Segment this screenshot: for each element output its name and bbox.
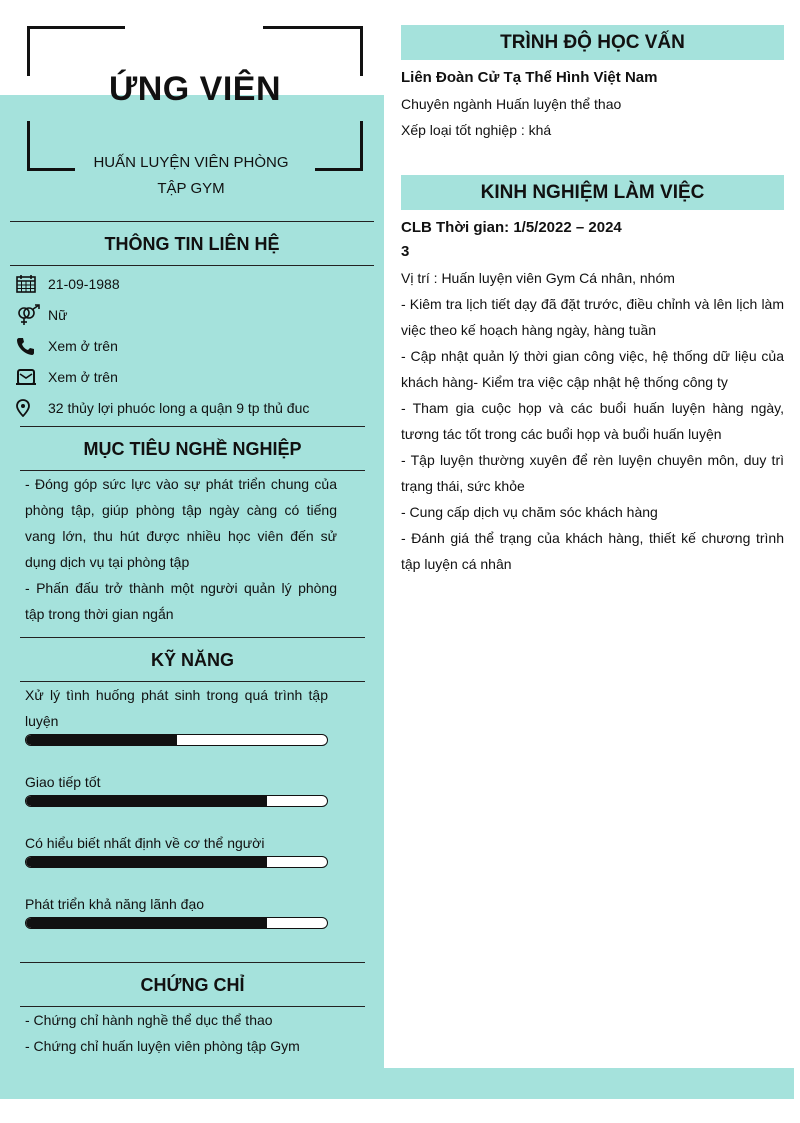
email-icon [16,368,48,386]
address-value: 32 thủy lợi phuóc long a quận 9 tp thủ đuc [48,400,310,416]
contact-row-phone [16,332,118,360]
objective-line: - Đóng góp sức lực vào sự phát triển chung của phòng tập, giúp phòng tập ngày càng có tiếng vang lớn, thu hút được nhiều học viên đến sử dụng dịch vụ tại phòng tập [25,476,337,570]
skill-bar [25,856,328,868]
frame-corner [315,168,363,171]
education-major: Chuyên ngành Huấn luyện thể thao [401,96,622,112]
contact-row-birthday [16,270,120,298]
frame-corner [27,168,75,171]
experience-position: Vị trí : Huấn luyện viên Gym Cá nhân, nhóm [401,270,675,286]
gender-icon [16,304,48,326]
duty-item: - Tham gia cuộc họp và các buổi huấn luyện hàng ngày, tương tác tốt trong các buổi họp và buổi huấn luyện [401,400,784,442]
skill-label: Xử lý tình huống phát sinh trong quá trình tập luyện [25,687,328,729]
skill-bar [25,795,328,807]
objective-section-title: MỤC TIÊU NGHỀ NGHIỆP [20,426,365,471]
phone-icon [16,337,48,355]
skill-label: Giao tiếp tốt [25,774,101,790]
education-school: Liên Đoàn Cử Tạ Thể Hình Việt Nam [401,69,658,86]
frame-corner [360,26,363,76]
duty-item: - Đánh giá thể trạng của khách hàng, thiết kế chương trình tập luyện cá nhân [401,530,784,572]
email-value: Xem ở trên [48,369,118,385]
certificates-section-title: CHỨNG CHỈ [20,962,365,1007]
candidate-name: ỨNG VIÊN [108,70,281,108]
certificate-item: - Chứng chỉ hành nghề thể dục thể thao [25,1012,273,1028]
skills-section-title: KỸ NĂNG [20,637,365,682]
skill-bar-fill [26,796,267,806]
experience-section-title: KINH NGHIỆM LÀM VIỆC [401,175,784,210]
skill-label: Phát triển khả năng lãnh đạo [25,896,205,912]
certificate-item: - Chứng chỉ huấn luyện viên phòng tập Gym [25,1038,300,1054]
frame-corner [27,26,30,76]
education-grade: Xếp loại tốt nghiệp : khá [401,122,552,138]
duty-item: - Kiêm tra lịch tiết dạy đã đặt trước, điều chỉnh và lên lịch làm việc theo kế hoạch hàng ngày, hàng tuần [401,296,784,338]
frame-corner [263,26,363,29]
skill-bar-fill [26,735,177,745]
skill-bar-fill [26,857,267,867]
skill-bar [25,734,328,746]
duty-item: - Cập nhật quản lý thời gian công việc, hệ thống dữ liệu của khách hàng- Kiểm tra việc cập nhật hệ thống công ty [401,348,784,390]
experience-company: CLB Thời gian: 1/5/2022 – 2024 [401,219,622,236]
objective-line: - Phấn đấu trở thành một người quản lý phòng tập trong thời gian ngắn [25,580,337,622]
bottom-strip [0,1068,794,1099]
calendar-icon [16,274,48,294]
contact-row-gender [16,301,67,329]
job-title: HUẤN LUYỆN VIÊN PHÒNG TẬP GYM [93,154,289,197]
contact-row-email [16,363,118,391]
frame-corner [27,121,30,171]
contact-row-address [16,394,309,422]
experience-company-cont: 3 [401,243,410,260]
education-section-title: TRÌNH ĐỘ HỌC VẤN [401,25,784,60]
skill-bar [25,917,328,929]
duty-item: - Cung cấp dịch vụ chăm sóc khách hàng [401,504,658,520]
skill-label: Có hiểu biết nhất định về cơ thể người [25,835,265,851]
skill-bar-fill [26,918,267,928]
phone-value: Xem ở trên [48,338,118,354]
frame-corner [27,26,125,29]
objective-text [25,471,337,627]
certificates-list [25,1007,355,1059]
gender-value: Nữ [48,307,68,323]
duty-item: - Tập luyện thường xuyên để rèn luyện chuyên môn, duy trì trạng thái, sức khỏe [401,452,784,494]
birthday-value: 21-09-1988 [48,276,120,292]
experience-duties [401,291,784,577]
contact-section-title: THÔNG TIN LIÊN HỆ [10,221,374,266]
frame-corner [360,121,363,171]
location-icon [16,399,48,417]
